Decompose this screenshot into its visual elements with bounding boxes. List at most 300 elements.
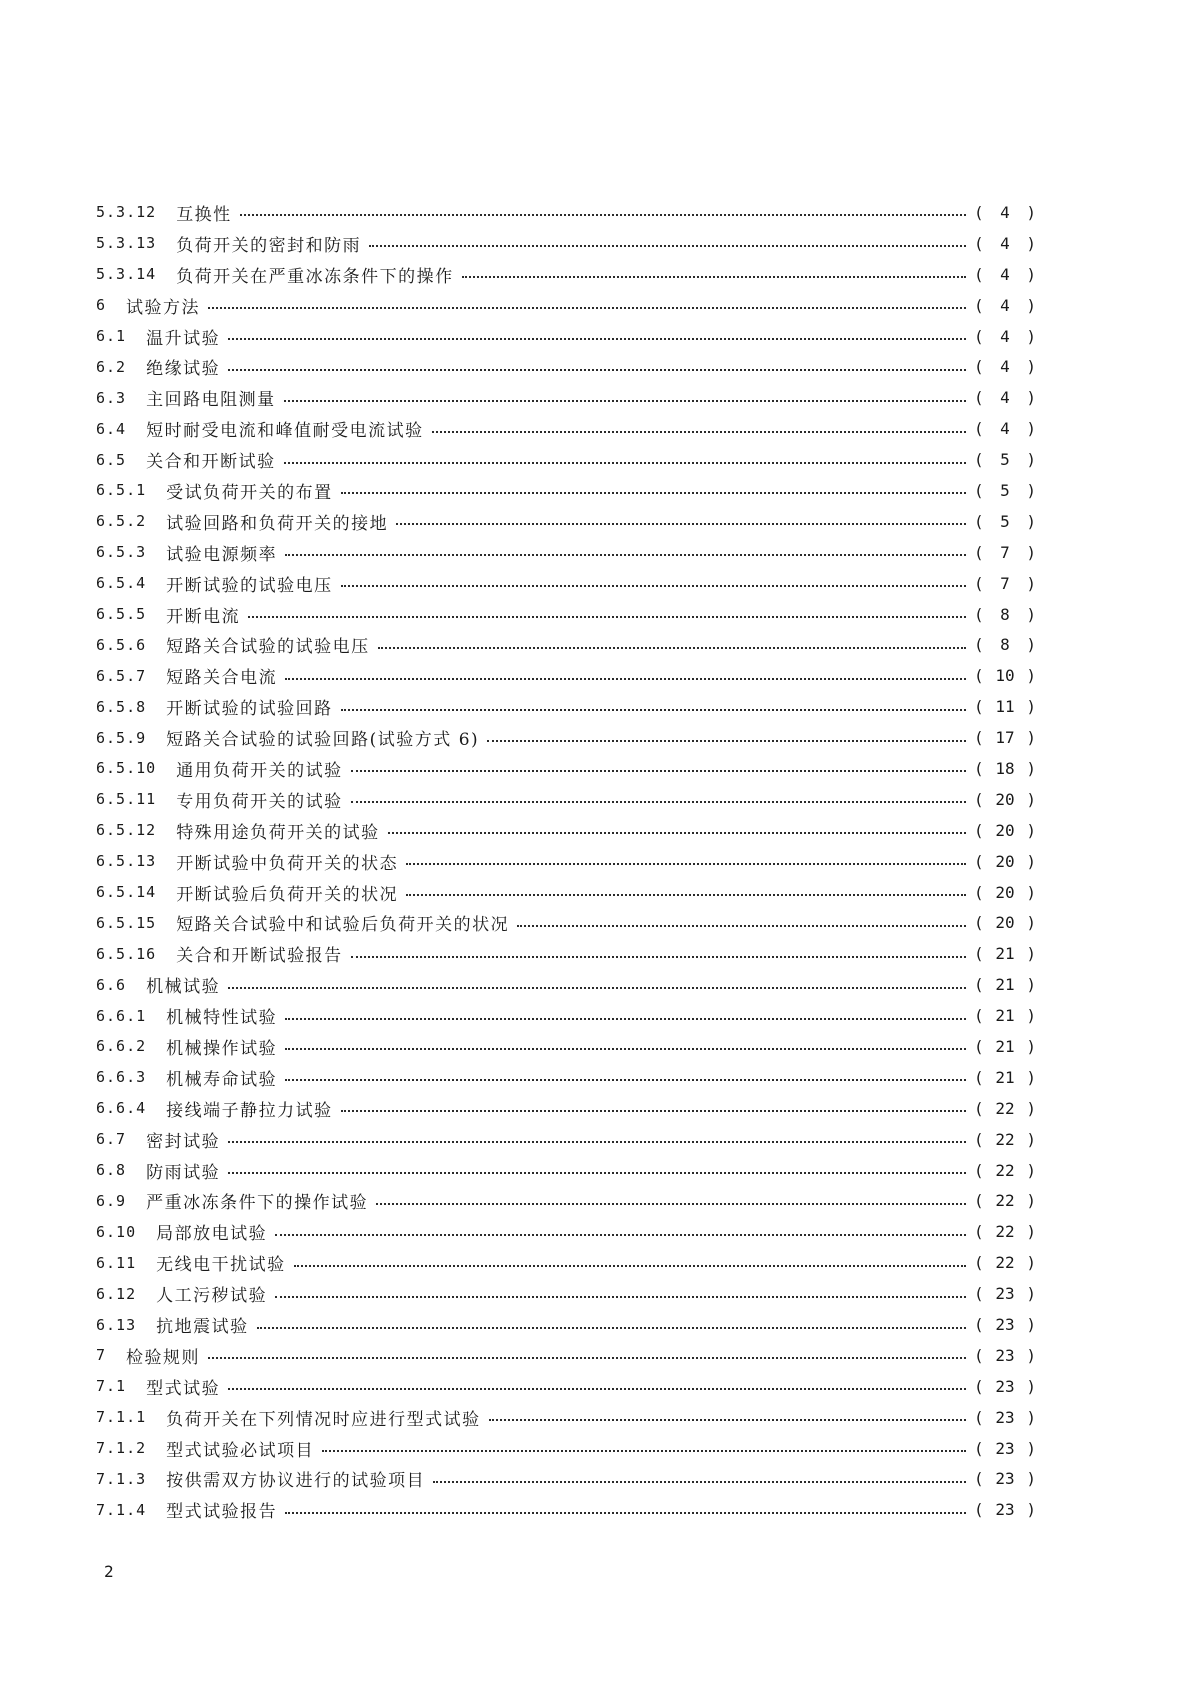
dot-leader xyxy=(341,492,966,494)
paren-open: ( xyxy=(974,388,984,408)
paren-close: ) xyxy=(1026,1253,1036,1273)
paren-open: ( xyxy=(974,789,984,809)
dot-leader xyxy=(351,770,966,772)
toc-entry[interactable] xyxy=(96,537,1036,568)
paren-close: ) xyxy=(1026,1376,1036,1396)
toc-entry-page xyxy=(974,543,1036,562)
toc-entry[interactable] xyxy=(96,1494,1036,1525)
toc-entry-title: 关合和开断试验 xyxy=(146,452,276,473)
toc-entry-page xyxy=(974,975,1036,994)
toc-entry[interactable] xyxy=(96,660,1036,691)
dot-leader xyxy=(351,801,966,803)
paren-close: ) xyxy=(1026,851,1036,871)
toc-entry-number: 7 xyxy=(96,1346,107,1365)
paren-open: ( xyxy=(974,851,984,871)
toc-entry[interactable] xyxy=(96,1216,1036,1247)
toc-entry-page xyxy=(974,1037,1036,1056)
toc-entry[interactable] xyxy=(96,629,1036,660)
toc-entry-page xyxy=(974,944,1036,963)
toc-entry[interactable] xyxy=(96,907,1036,938)
paren-close: ) xyxy=(1026,480,1036,500)
toc-entry-page-number: 22 xyxy=(995,1160,1015,1180)
paren-open: ( xyxy=(974,604,984,624)
toc-entry-title: 开断试验的试验回路 xyxy=(166,699,333,720)
paren-close: ) xyxy=(1026,666,1036,686)
toc-entry-number: 5.3.14 xyxy=(96,265,157,284)
paren-open: ( xyxy=(974,419,984,439)
toc-entry-number: 6.5.11 xyxy=(96,790,157,809)
paren-close: ) xyxy=(1026,1345,1036,1365)
toc-entry-page xyxy=(974,1408,1036,1427)
toc-entry-page xyxy=(974,327,1036,346)
toc-entry-title: 开断试验后负荷开关的状况 xyxy=(176,884,399,905)
dot-leader xyxy=(275,1296,966,1298)
toc-entry[interactable] xyxy=(96,228,1036,259)
dot-leader xyxy=(351,956,966,958)
toc-entry[interactable] xyxy=(96,691,1036,722)
dot-leader xyxy=(228,369,966,371)
toc-entry[interactable] xyxy=(96,722,1036,753)
paren-open: ( xyxy=(974,1067,984,1087)
toc-entry-page xyxy=(974,883,1036,902)
toc-entry-page xyxy=(974,481,1036,500)
toc-entry-number: 6.5.12 xyxy=(96,821,157,840)
toc-entry-title: 负荷开关在下列情况时应进行型式试验 xyxy=(166,1409,481,1430)
toc-entry-page xyxy=(974,821,1036,840)
toc-entry-page-number: 5 xyxy=(1000,511,1010,531)
toc-entry-title: 无线电干扰试验 xyxy=(156,1255,286,1276)
toc-entry-page xyxy=(974,512,1036,531)
paren-open: ( xyxy=(974,1006,984,1026)
toc-entry-title: 型式试验 xyxy=(146,1378,221,1399)
dot-leader xyxy=(489,1419,966,1421)
toc-entry-page xyxy=(974,605,1036,624)
toc-entry[interactable] xyxy=(96,1464,1036,1495)
toc-entry-title: 负荷开关在严重冰冻条件下的操作 xyxy=(176,266,454,287)
toc-entry[interactable] xyxy=(96,1000,1036,1031)
paren-close: ) xyxy=(1026,1191,1036,1211)
dot-leader xyxy=(517,925,966,927)
toc-entry-title: 抗地震试验 xyxy=(156,1317,249,1337)
dot-leader xyxy=(341,585,966,587)
toc-entry-title: 严重冰冻条件下的操作试验 xyxy=(146,1193,369,1214)
toc-entry-title: 开断电流 xyxy=(166,606,241,627)
toc-entry-number: 6.10 xyxy=(96,1222,137,1241)
dot-leader xyxy=(228,338,966,340)
toc-entry[interactable] xyxy=(96,938,1036,969)
toc-entry-page-number: 23 xyxy=(995,1284,1015,1304)
paren-open: ( xyxy=(974,326,984,346)
toc-entry[interactable] xyxy=(96,1371,1036,1402)
paren-open: ( xyxy=(974,635,984,655)
toc-entry-number: 6.5.16 xyxy=(96,944,157,963)
toc-entry-title: 机械操作试验 xyxy=(166,1038,278,1059)
dot-leader xyxy=(228,1172,966,1174)
toc-entry-page xyxy=(974,1099,1036,1118)
page-number: 2 xyxy=(104,1562,114,1581)
toc-entry-title: 绝缘试验 xyxy=(146,359,221,380)
dot-leader xyxy=(406,863,966,865)
toc-entry-number: 6.5.10 xyxy=(96,759,157,778)
paren-open: ( xyxy=(974,357,984,377)
paren-close: ) xyxy=(1026,789,1036,809)
toc-entry[interactable] xyxy=(96,1402,1036,1433)
dot-leader xyxy=(284,400,966,402)
paren-close: ) xyxy=(1026,944,1036,964)
paren-open: ( xyxy=(974,1345,984,1365)
dot-leader xyxy=(240,214,966,216)
paren-open: ( xyxy=(974,295,984,315)
paren-open: ( xyxy=(974,1036,984,1056)
toc-entry-page xyxy=(974,1469,1036,1488)
toc-entry[interactable] xyxy=(96,259,1036,290)
toc-entry-page xyxy=(974,790,1036,809)
toc-entry-page-number: 21 xyxy=(995,1006,1015,1026)
toc-entry-number: 6.4 xyxy=(96,419,127,438)
paren-close: ) xyxy=(1026,1129,1036,1149)
paren-close: ) xyxy=(1026,264,1036,284)
toc-entry[interactable] xyxy=(96,1309,1036,1340)
paren-open: ( xyxy=(974,1407,984,1427)
dot-leader xyxy=(285,1079,966,1081)
toc-entry-title: 开断试验中负荷开关的状态 xyxy=(176,853,399,874)
toc-entry-page-number: 22 xyxy=(995,1222,1015,1242)
paren-close: ) xyxy=(1026,1438,1036,1458)
toc-entry[interactable] xyxy=(96,846,1036,877)
toc-entry-title: 试验回路和负荷开关的接地 xyxy=(166,513,389,534)
toc-entry[interactable] xyxy=(96,1124,1036,1155)
toc-entry-number: 6.5.14 xyxy=(96,883,157,902)
toc-entry-title: 通用负荷开关的试验 xyxy=(176,760,343,781)
paren-close: ) xyxy=(1026,1098,1036,1118)
toc-entry-page-number: 8 xyxy=(1000,604,1010,624)
toc-entry-number: 6 xyxy=(96,296,107,315)
toc-entry-title: 试验方法 xyxy=(126,297,201,318)
dot-leader xyxy=(257,1327,966,1329)
paren-open: ( xyxy=(974,728,984,748)
toc-entry-page xyxy=(974,1161,1036,1180)
toc-entry-title: 防雨试验 xyxy=(146,1162,221,1183)
toc-entry-page-number: 4 xyxy=(1000,264,1010,284)
toc-entry[interactable] xyxy=(96,382,1036,413)
toc-entry-page xyxy=(974,1068,1036,1087)
toc-entry-title: 主回路电阻测量 xyxy=(146,390,276,411)
toc-entry[interactable] xyxy=(96,568,1036,599)
toc-entry-page xyxy=(974,296,1036,315)
paren-close: ) xyxy=(1026,1407,1036,1427)
toc-entry[interactable] xyxy=(96,1155,1036,1186)
toc-entry-number: 6.7 xyxy=(96,1130,127,1149)
toc-entry-page-number: 4 xyxy=(1000,419,1010,439)
toc-entry-page-number: 23 xyxy=(995,1469,1015,1489)
paren-close: ) xyxy=(1026,1160,1036,1180)
toc-entry-page xyxy=(974,419,1036,438)
toc-entry-page xyxy=(974,1377,1036,1396)
toc-entry-page-number: 4 xyxy=(1000,357,1010,377)
toc-entry-number: 6.5.15 xyxy=(96,913,157,932)
dot-leader xyxy=(341,709,966,711)
paren-close: ) xyxy=(1026,233,1036,253)
paren-close: ) xyxy=(1026,1006,1036,1026)
toc-entry-page xyxy=(974,203,1036,222)
paren-close: ) xyxy=(1026,758,1036,778)
toc-entry-page-number: 4 xyxy=(1000,233,1010,253)
toc-entry-title: 检验规则 xyxy=(126,1347,201,1368)
paren-close: ) xyxy=(1026,635,1036,655)
paren-open: ( xyxy=(974,1129,984,1149)
toc-entry-title: 温升试验 xyxy=(146,328,221,349)
toc-entry[interactable] xyxy=(96,1340,1036,1371)
paren-close: ) xyxy=(1026,326,1036,346)
toc-entry-number: 7.1.2 xyxy=(96,1439,147,1458)
toc-entry-page xyxy=(974,1500,1036,1519)
toc-entry-number: 6.5.4 xyxy=(96,574,147,593)
toc-entry-page-number: 4 xyxy=(1000,388,1010,408)
toc-entry-number: 6.6 xyxy=(96,975,127,994)
paren-open: ( xyxy=(974,1315,984,1334)
toc-entry-number: 6.8 xyxy=(96,1161,127,1180)
toc-entry[interactable] xyxy=(96,290,1036,321)
toc-entry-page xyxy=(974,265,1036,284)
paren-close: ) xyxy=(1026,1036,1036,1056)
toc-entry-number: 6.5.9 xyxy=(96,728,147,747)
paren-open: ( xyxy=(974,697,984,717)
toc-entry-number: 6.5.2 xyxy=(96,512,147,531)
toc-entry-number: 6.6.3 xyxy=(96,1068,147,1087)
toc-entry-number: 6.9 xyxy=(96,1191,127,1210)
toc-entry-title: 接线端子静拉力试验 xyxy=(166,1100,333,1121)
table-of-contents xyxy=(96,197,1036,1525)
paren-close: ) xyxy=(1026,820,1036,840)
toc-entry-title: 特殊用途负荷开关的试验 xyxy=(176,822,380,843)
toc-entry-number: 6.5.7 xyxy=(96,666,147,685)
dot-leader xyxy=(284,462,966,464)
toc-entry-title: 短路关合试验中和试验后负荷开关的状况 xyxy=(176,915,510,936)
toc-entry-page-number: 20 xyxy=(995,913,1015,933)
paren-close: ) xyxy=(1026,450,1036,470)
toc-entry-page-number: 5 xyxy=(1000,450,1010,470)
toc-entry-number: 6.13 xyxy=(96,1315,137,1334)
toc-entry-title: 机械试验 xyxy=(146,977,221,998)
toc-entry-number: 6.12 xyxy=(96,1284,137,1303)
toc-entry-page-number: 21 xyxy=(995,1036,1015,1056)
dot-leader xyxy=(285,1018,966,1020)
dot-leader xyxy=(396,523,966,525)
toc-entry-number: 6.6.1 xyxy=(96,1006,147,1025)
toc-entry-page xyxy=(974,728,1036,747)
dot-leader xyxy=(388,832,966,834)
paren-close: ) xyxy=(1026,882,1036,902)
paren-open: ( xyxy=(974,1191,984,1211)
toc-entry-number: 6.3 xyxy=(96,388,127,407)
toc-entry[interactable] xyxy=(96,444,1036,475)
toc-entry[interactable] xyxy=(96,197,1036,228)
toc-entry[interactable] xyxy=(96,351,1036,382)
toc-entry[interactable] xyxy=(96,1031,1036,1062)
paren-open: ( xyxy=(974,1222,984,1242)
toc-entry-page-number: 20 xyxy=(995,820,1015,840)
paren-open: ( xyxy=(974,913,984,933)
toc-entry-page-number: 22 xyxy=(995,1098,1015,1118)
toc-entry[interactable] xyxy=(96,475,1036,506)
toc-entry-number: 6.5.1 xyxy=(96,481,147,500)
paren-open: ( xyxy=(974,542,984,562)
toc-entry-page-number: 8 xyxy=(1000,635,1010,655)
toc-entry[interactable] xyxy=(96,506,1036,537)
toc-entry-page xyxy=(974,1222,1036,1241)
toc-entry-page xyxy=(974,1191,1036,1210)
toc-entry-page xyxy=(974,450,1036,469)
toc-entry[interactable] xyxy=(96,321,1036,352)
dot-leader xyxy=(248,616,966,618)
paren-open: ( xyxy=(974,233,984,253)
toc-entry-page-number: 4 xyxy=(1000,295,1010,315)
toc-entry[interactable] xyxy=(96,1247,1036,1278)
toc-entry-title: 人工污秽试验 xyxy=(156,1286,268,1307)
toc-entry-title: 关合和开断试验报告 xyxy=(176,946,343,967)
toc-entry[interactable] xyxy=(96,784,1036,815)
toc-entry[interactable] xyxy=(96,1278,1036,1309)
toc-entry-page-number: 21 xyxy=(995,975,1015,995)
toc-entry-page xyxy=(974,1253,1036,1272)
paren-close: ) xyxy=(1026,913,1036,933)
toc-entry-page-number: 23 xyxy=(995,1315,1015,1334)
paren-open: ( xyxy=(974,1098,984,1118)
toc-entry-title: 专用负荷开关的试验 xyxy=(176,791,343,812)
toc-entry[interactable] xyxy=(96,1093,1036,1124)
paren-close: ) xyxy=(1026,1500,1036,1520)
paren-open: ( xyxy=(974,820,984,840)
dot-leader xyxy=(275,1234,966,1236)
paren-open: ( xyxy=(974,480,984,500)
toc-entry[interactable] xyxy=(96,1433,1036,1464)
toc-entry-page-number: 11 xyxy=(995,697,1015,717)
toc-entry-page-number: 21 xyxy=(995,1067,1015,1087)
dot-leader xyxy=(487,740,966,742)
paren-open: ( xyxy=(974,511,984,531)
toc-entry[interactable] xyxy=(96,877,1036,908)
paren-open: ( xyxy=(974,944,984,964)
toc-entry-page-number: 23 xyxy=(995,1500,1015,1520)
toc-entry-number: 7.1.3 xyxy=(96,1469,147,1488)
toc-entry[interactable] xyxy=(96,815,1036,846)
paren-close: ) xyxy=(1026,295,1036,315)
paren-close: ) xyxy=(1026,697,1036,717)
paren-open: ( xyxy=(974,758,984,778)
paren-open: ( xyxy=(974,666,984,686)
dot-leader xyxy=(285,554,966,556)
toc-entry-number: 6.2 xyxy=(96,357,127,376)
toc-entry-page xyxy=(974,759,1036,778)
paren-open: ( xyxy=(974,1438,984,1458)
paren-close: ) xyxy=(1026,542,1036,562)
toc-entry-page xyxy=(974,1006,1036,1025)
toc-entry-title: 型式试验必试项目 xyxy=(166,1440,315,1461)
toc-entry[interactable] xyxy=(96,1062,1036,1093)
paren-close: ) xyxy=(1026,1315,1036,1334)
toc-entry-number: 6.5 xyxy=(96,450,127,469)
toc-entry-page-number: 23 xyxy=(995,1376,1015,1396)
toc-entry-page-number: 23 xyxy=(995,1438,1015,1458)
toc-entry-number: 6.5.8 xyxy=(96,697,147,716)
toc-entry-page-number: 10 xyxy=(995,666,1015,686)
toc-entry-title: 短路关合试验的试验电压 xyxy=(166,637,370,658)
toc-entry-title: 机械特性试验 xyxy=(166,1008,278,1029)
toc-entry-page-number: 4 xyxy=(1000,202,1010,222)
dot-leader xyxy=(462,276,966,278)
toc-entry-page xyxy=(974,913,1036,932)
paren-close: ) xyxy=(1026,1222,1036,1242)
toc-entry-page xyxy=(974,574,1036,593)
dot-leader xyxy=(378,647,966,649)
dot-leader xyxy=(228,987,966,989)
toc-entry[interactable] xyxy=(96,599,1036,630)
toc-entry-number: 5.3.12 xyxy=(96,203,157,222)
toc-entry-number: 6.6.4 xyxy=(96,1099,147,1118)
toc-entry-title: 短时耐受电流和峰值耐受电流试验 xyxy=(146,421,424,442)
toc-entry-page-number: 5 xyxy=(1000,480,1010,500)
paren-close: ) xyxy=(1026,573,1036,593)
toc-entry-number: 7.1.4 xyxy=(96,1500,147,1519)
paren-open: ( xyxy=(974,450,984,470)
dot-leader xyxy=(228,1388,966,1390)
paren-open: ( xyxy=(974,1284,984,1304)
toc-entry-title: 开断试验的试验电压 xyxy=(166,575,333,596)
toc-entry-page-number: 4 xyxy=(1000,326,1010,346)
toc-entry[interactable] xyxy=(96,969,1036,1000)
toc-entry-number: 6.5.3 xyxy=(96,543,147,562)
toc-entry-page xyxy=(974,1346,1036,1365)
toc-entry[interactable] xyxy=(96,413,1036,444)
toc-entry-title: 短路关合电流 xyxy=(166,668,278,689)
toc-entry-title: 负荷开关的密封和防雨 xyxy=(176,235,362,256)
toc-entry-page xyxy=(974,635,1036,654)
paren-open: ( xyxy=(974,1500,984,1520)
paren-close: ) xyxy=(1026,419,1036,439)
toc-entry-number: 6.1 xyxy=(96,327,127,345)
toc-entry-page xyxy=(974,1439,1036,1458)
dot-leader xyxy=(285,678,966,680)
paren-open: ( xyxy=(974,882,984,902)
toc-entry-page xyxy=(974,388,1036,407)
toc-entry[interactable] xyxy=(96,1186,1036,1217)
dot-leader xyxy=(285,1512,966,1514)
toc-entry-title: 局部放电试验 xyxy=(156,1224,268,1245)
toc-entry-number: 6.5.13 xyxy=(96,852,157,871)
dot-leader xyxy=(433,1481,966,1483)
dot-leader xyxy=(322,1450,966,1452)
toc-entry-title: 试验电源频率 xyxy=(166,544,278,565)
toc-entry-page xyxy=(974,357,1036,376)
toc-entry-title: 受试负荷开关的布置 xyxy=(166,482,333,503)
dot-leader xyxy=(369,245,966,247)
toc-entry-page xyxy=(974,666,1036,685)
toc-entry-number: 7.1.1 xyxy=(96,1408,147,1427)
toc-entry-page-number: 22 xyxy=(995,1129,1015,1149)
paren-close: ) xyxy=(1026,511,1036,531)
toc-entry-title: 密封试验 xyxy=(146,1131,221,1152)
paren-open: ( xyxy=(974,264,984,284)
paren-open: ( xyxy=(974,573,984,593)
toc-entry-page-number: 20 xyxy=(995,882,1015,902)
toc-entry-title: 按供需双方协议进行的试验项目 xyxy=(166,1471,426,1492)
paren-close: ) xyxy=(1026,604,1036,624)
paren-open: ( xyxy=(974,1376,984,1396)
toc-entry[interactable] xyxy=(96,753,1036,784)
paren-close: ) xyxy=(1026,975,1036,995)
paren-open: ( xyxy=(974,975,984,995)
dot-leader xyxy=(208,1357,966,1359)
